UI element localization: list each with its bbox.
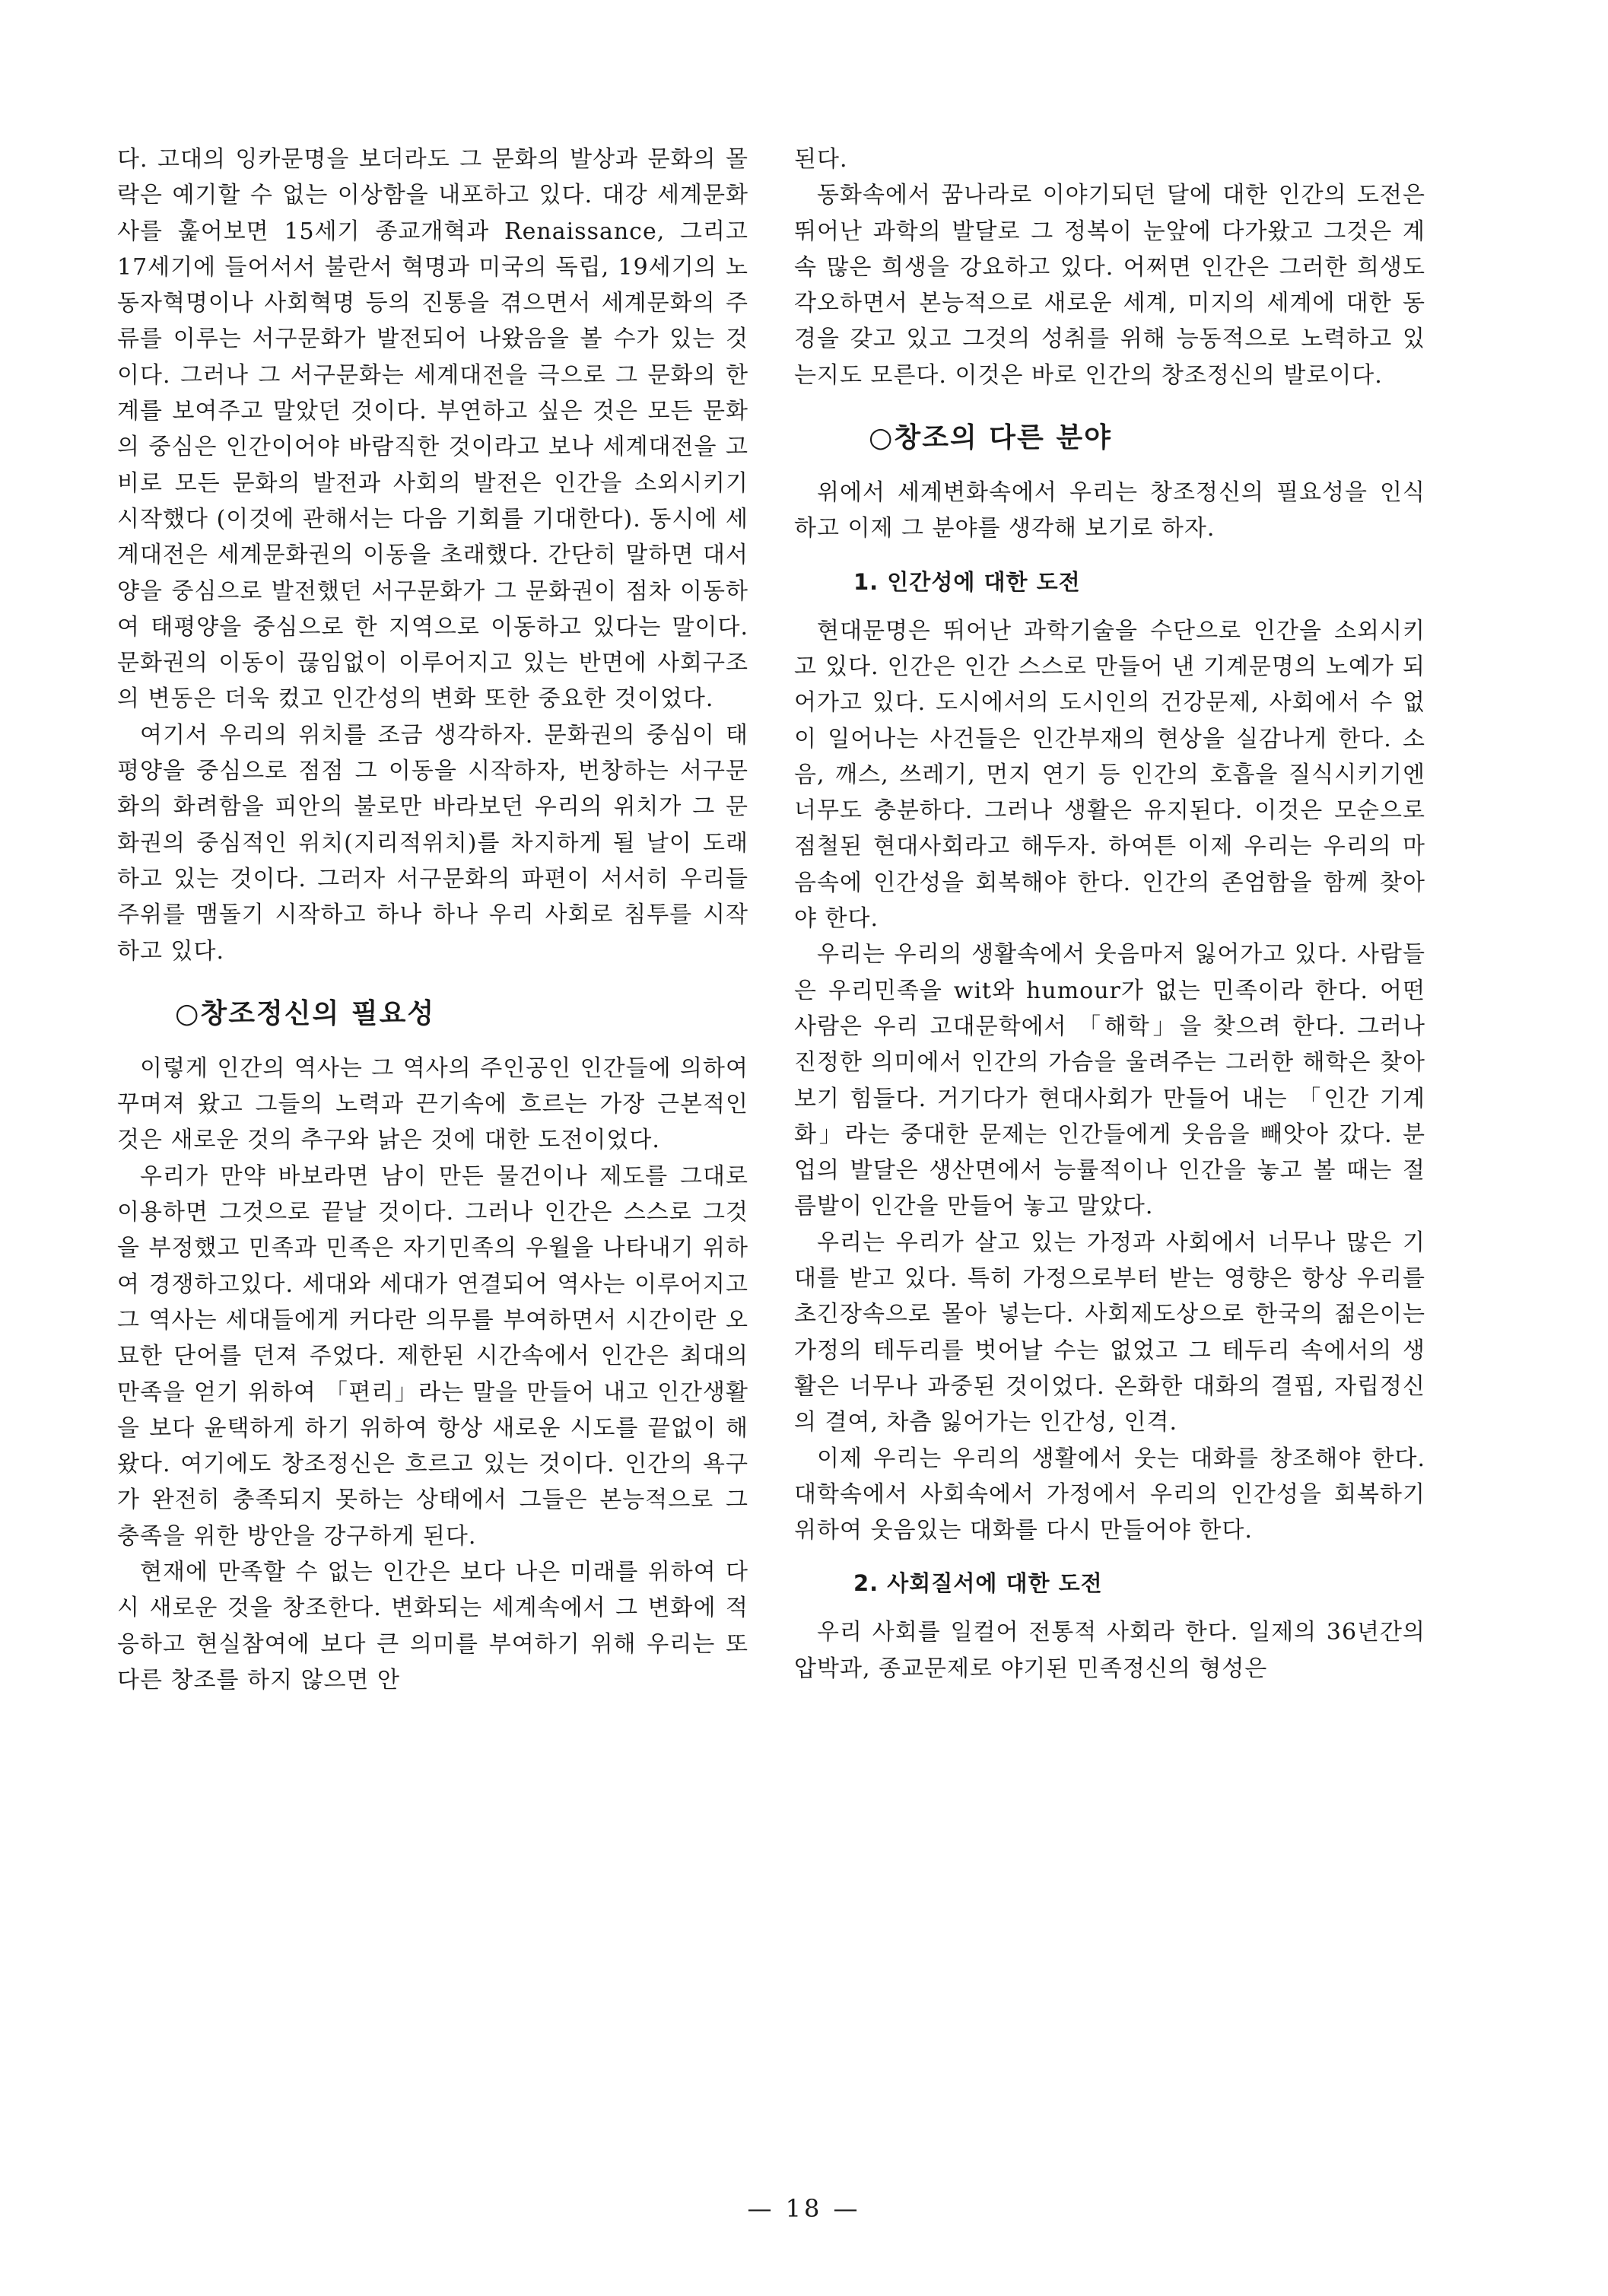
paragraph: 이렇게 인간의 역사는 그 역사의 주인공인 인간들에 의하여 꾸며져 왔고 그들의 노력과 끈기속에 흐르는 가장 근본적인 것은 새로운 것의 추구와 낡은 것에 대한 도전이었다.: [117, 1054, 748, 1154]
section-heading: ○창조의 다른 분야: [869, 422, 1112, 454]
paragraph: 동화속에서 꿈나라로 이야기되던 달에 대한 인간의 도전은 뛰어난 과학의 발달로 그 정복이 눈앞에 다가왔고 그것은 계속 많은 희생을 강요하고 있다. 어쩌면 인간은 그러한 희생도 각오하면서 본능적으로 새로운 세계, 미지의 세계에 대한 동경을 갖고 있고 그것의 성취를 위해 능동적으로 노력하고 있는지도 모른다. 이것은 바로 인간의 창조정신의 발로이다.: [794, 182, 1425, 389]
paragraph: 이제 우리는 우리의 생활에서 웃는 대화를 창조해야 한다. 대학속에서 사회속에서 가정에서 우리의 인간성을 회복하기 위하여 웃음있는 대화를 다시 만들어야 한다.: [794, 1445, 1425, 1544]
subsection-heading: 2. 사회질서에 대한 도전: [853, 1570, 1103, 1597]
paragraph: 다. 고대의 잉카문명을 보더라도 그 문화의 발상과 문화의 몰락은 예기할 수 없는 이상함을 내포하고 있다. 대강 세계문화사를 훑어보면 15세기 종교개혁과 Renaissance, 그리고 17세기에 들어서서 불란서 혁명과 미국의 독립, 19세기의 노동자혁명이나 사회혁명 등의 진통을 겪으면서 세계문화의 주류를 이루는 서구문화가 발전되어 나왔음을 볼 수가 있는 것이다. 그러나 그 서구문화는 세계대전을 극으로 그 문화의 한계를 보여주고 말았던 것이다. 부연하고 싶은 것은 모든 문화의 중심은 인간이어야 바람직한 것이라고 보나 세계대전을 고비로 모든 문화의 발전과 사회의 발전은 인간을 소외시키기 시작했다 (이것에 관해서는 다음 기회를 기대한다). 동시에 세계대전은 세계문화권의 이동을 초래했다. 간단히 말하면 대서양을 중심으로 발전했던 서구문화가 그 문화권이 점차 이동하여 태평양을 중심으로 한 지역으로 이동하고 있다는 말이다. 문화권의 이동이 끊임없이 이루어지고 있는 반면에 사회구조의 변동은 더욱 컸고 인간성의 변화 또한 중요한 것이었다.: [117, 146, 748, 713]
subsection-heading: 1. 인간성에 대한 도전: [853, 568, 1081, 595]
paragraph: 우리 사회를 일컬어 전통적 사회라 한다. 일제의 36년간의 압박과, 종교문제로 야기된 민족정신의 형성은: [794, 1619, 1425, 1682]
paragraph: 위에서 세계변화속에서 우리는 창조정신의 필요성을 인식하고 이제 그 분야를 생각해 보기로 하자.: [794, 479, 1425, 542]
page-number: — 18 —: [747, 2194, 861, 2223]
paragraph: 우리는 우리의 생활속에서 웃음마저 잃어가고 있다. 사람들은 우리민족을 wit와 humour가 없는 민족이라 한다. 어떤 사람은 우리 고대문학에서 「해학」을 찾으려 한다. 그러나 진정한 의미에서 인간의 가슴을 울려주는 그러한 해학은 찾아보기 힘들다. 거기다가 현대사회가 만들어 내는 「인간 기계화」라는 중대한 문제는 인간들에게 웃음을 빼앗아 갔다. 분업의 발달은 생산면에서 능률적이나 인간을 놓고 볼 때는 절름발이 인간을 만들어 놓고 말았다.: [794, 941, 1425, 1220]
paragraph: 현재에 만족할 수 없는 인간은 보다 나은 미래를 위하여 다시 새로운 것을 창조한다. 변화되는 세계속에서 그 변화에 적응하고 현실참여에 보다 큰 의미를 부여하기 위해 우리는 또 다른 창조를 하지 않으면 안: [117, 1558, 748, 1693]
paragraph: 된다.: [794, 146, 848, 173]
left-column: [117, 142, 748, 1698]
paragraph: 우리는 우리가 살고 있는 가정과 사회에서 너무나 많은 기대를 받고 있다. 특히 가정으로부터 받는 영향은 항상 우리를 초긴장속으로 몰아 넣는다. 사회제도상으로 한국의 젊은이는 가정의 테두리를 벗어날 수는 없었고 그 테두리 속에서의 생활은 너무나 과중된 것이었다. 온화한 대화의 결핍, 자립정신의 결여, 차츰 잃어가는 인간성, 인격.: [794, 1229, 1425, 1436]
paragraph: 여기서 우리의 위치를 조금 생각하자. 문화권의 중심이 태평양을 중심으로 점점 그 이동을 시작하자, 번창하는 서구문화의 화려함을 피안의 불로만 바라보던 우리의 위치가 그 문화권의 중심적인 위치(지리적위치)를 차지하게 될 날이 도래하고 있는 것이다. 그러자 서구문화의 파편이 서서히 우리들 주위를 맴돌기 시작하고 하나 하나 우리 사회로 침투를 시작하고 있다.: [117, 721, 748, 965]
paragraph: 우리가 만약 바보라면 남이 만든 물건이나 제도를 그대로 이용하면 그것으로 끝날 것이다. 그러나 인간은 스스로 그것을 부정했고 민족과 민족은 자기민족의 우월을 나타내기 위하여 경쟁하고있다. 세대와 세대가 연결되어 역사는 이루어지고 그 역사는 세대들에게 커다란 의무를 부여하면서 시간이란 오묘한 단어를 던져 주었다. 제한된 시간속에서 인간은 최대의 만족을 얻기 위하여 「편리」라는 말을 만들어 내고 인간생활을 보다 윤택하게 하기 위하여 항상 새로운 시도를 끝없이 해왔다. 여기에도 창조정신은 흐르고 있는 것이다. 인간의 욕구가 완전히 충족되지 못하는 상태에서 그들은 본능적으로 그 충족을 위한 방안을 강구하게 된다.: [117, 1162, 748, 1550]
section-heading: ○창조정신의 필요성: [175, 997, 436, 1029]
right-column: [794, 142, 1425, 1687]
paragraph: 현대문명은 뛰어난 과학기술을 수단으로 인간을 소외시키고 있다. 인간은 인간 스스로 만들어 낸 기계문명의 노예가 되어가고 있다. 도시에서의 도시인의 건강문제, 사회에서 수 없이 일어나는 사건들은 인간부재의 현상을 실감나게 한다. 소음, 깨스, 쓰레기, 먼지 연기 등 인간의 호흡을 질식시키기엔 너무도 충분하다. 그러나 생활은 유지된다. 이것은 모순으로 점철된 현대사회라고 해두자. 하여튼 이제 우리는 우리의 마음속에 인간성을 회복해야 한다. 인간의 존엄함을 함께 찾아야 한다.: [794, 617, 1425, 933]
